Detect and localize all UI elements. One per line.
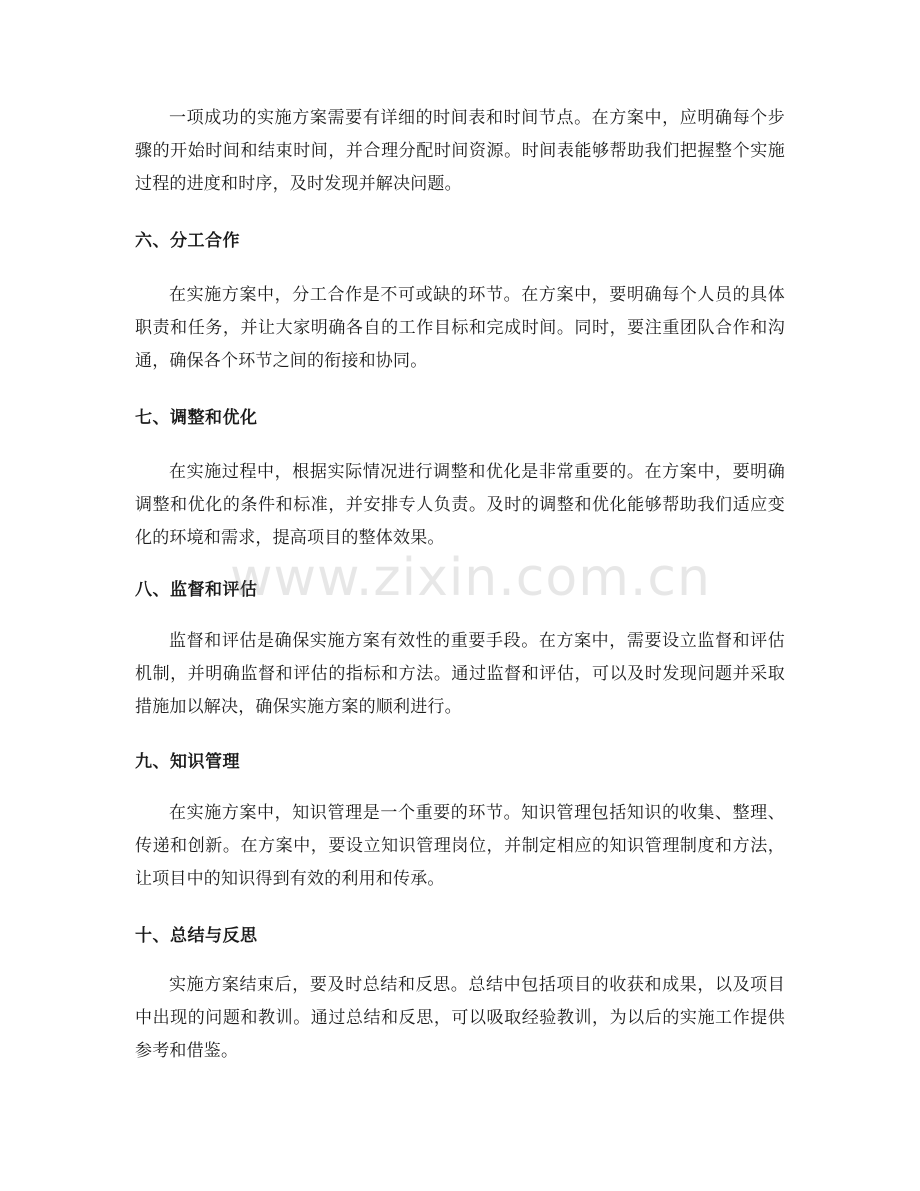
- section-body-9: 在实施方案中，知识管理是一个重要的环节。知识管理包括知识的收集、整理、传递和创新。在方案中，要设立知识管理岗位，并制定相应的知识管理制度和方法，让项目中的知识得到有效的利用和传承。: [135, 803, 785, 889]
- section-heading-6: 六、分工合作: [135, 231, 240, 251]
- section-body-6: 在实施方案中，分工合作是不可或缺的环节。在方案中，要明确每个人员的具体职责和任务，并让大家明确各自的工作目标和完成时间。同时，要注重团队合作和沟通，确保各个环节之间的衔接和协同。: [135, 285, 785, 371]
- watermark: www.zixin.com.cn: [230, 548, 711, 608]
- section-body-10: 实施方案结束后，要及时总结和反思。总结中包括项目的收获和成果，以及项目中出现的问题和教训。通过总结和反思，可以吸取经验教训，为以后的实施工作提供参考和借鉴。: [135, 975, 785, 1061]
- intro-paragraph: 一项成功的实施方案需要有详细的时间表和时间节点。在方案中，应明确每个步骤的开始时间和结束时间，并合理分配时间资源。时间表能够帮助我们把握整个实施过程的进度和时序，及时发现并解决问题。: [135, 108, 785, 194]
- section-body-8: 监督和评估是确保实施方案有效性的重要手段。在方案中，需要设立监督和评估机制，并明确监督和评估的指标和方法。通过监督和评估，可以及时发现问题并采取措施加以解决，确保实施方案的顺利进行。: [135, 631, 785, 717]
- section-heading-7: 七、调整和优化: [135, 408, 258, 428]
- section-heading-9: 九、知识管理: [135, 752, 240, 772]
- section-heading-8: 八、监督和评估: [135, 580, 258, 600]
- section-heading-10: 十、总结与反思: [135, 926, 258, 946]
- section-body-7: 在实施过程中，根据实际情况进行调整和优化是非常重要的。在方案中，要明确调整和优化的条件和标准，并安排专人负责。及时的调整和优化能够帮助我们适应变化的环境和需求，提高项目的整体效果。: [135, 462, 785, 548]
